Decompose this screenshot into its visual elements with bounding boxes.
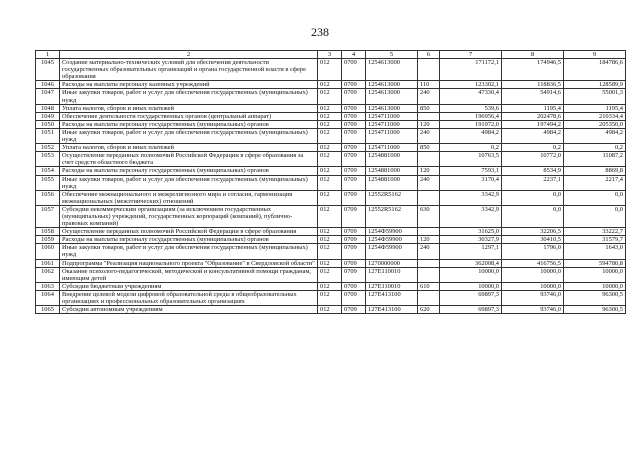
row-section-code: 0709 bbox=[342, 244, 366, 259]
row-amount-year2: 174946,5 bbox=[502, 59, 564, 81]
row-ministry-code: 012 bbox=[318, 205, 342, 227]
row-target-article: 12552R5162 bbox=[366, 205, 418, 227]
column-header: 7 bbox=[440, 51, 502, 59]
row-section-code: 0709 bbox=[342, 175, 366, 190]
row-ministry-code: 012 bbox=[318, 267, 342, 282]
row-amount-year1: 31625,0 bbox=[440, 228, 502, 236]
table-row bbox=[36, 205, 626, 227]
budget-table bbox=[35, 50, 626, 314]
row-description: Иные закупки товаров, работ и услуг для обеспечения государственных (муниципальных) нужд bbox=[60, 89, 318, 104]
row-target-article: 1254613000 bbox=[366, 104, 418, 112]
table-row bbox=[36, 290, 626, 305]
table-row bbox=[36, 152, 626, 167]
row-target-article: 1254Ф59900 bbox=[366, 236, 418, 244]
row-expense-type bbox=[418, 112, 440, 120]
row-section-code: 0709 bbox=[342, 120, 366, 128]
row-number: 1056 bbox=[36, 190, 60, 205]
row-target-article: 1254613000 bbox=[366, 59, 418, 81]
row-number: 1064 bbox=[36, 290, 60, 305]
row-number: 1051 bbox=[36, 128, 60, 143]
row-amount-year2: 10000,0 bbox=[502, 267, 564, 282]
row-amount-year2: 118836,5 bbox=[502, 81, 564, 89]
row-expense-type: 630 bbox=[418, 205, 440, 227]
column-header: 3 bbox=[318, 51, 342, 59]
row-description: Оказание психолого-педагогической, методической и консультативной помощи гражданам, имеющим детей bbox=[60, 267, 318, 282]
row-amount-year3: 210334,4 bbox=[564, 112, 626, 120]
table-row bbox=[36, 167, 626, 175]
row-ministry-code: 012 bbox=[318, 290, 342, 305]
row-amount-year2: 0,2 bbox=[502, 144, 564, 152]
row-expense-type bbox=[418, 259, 440, 267]
row-number: 1045 bbox=[36, 59, 60, 81]
row-number: 1049 bbox=[36, 112, 60, 120]
row-section-code: 0709 bbox=[342, 190, 366, 205]
row-amount-year1: 3342,9 bbox=[440, 190, 502, 205]
row-amount-year3: 594780,8 bbox=[564, 259, 626, 267]
row-expense-type bbox=[418, 59, 440, 81]
table-row bbox=[36, 282, 626, 290]
row-expense-type bbox=[418, 190, 440, 205]
row-amount-year1: 69897,3 bbox=[440, 306, 502, 314]
table-row bbox=[36, 128, 626, 143]
row-amount-year2: 0,0 bbox=[502, 190, 564, 205]
row-ministry-code: 012 bbox=[318, 144, 342, 152]
column-header: 2 bbox=[60, 51, 318, 59]
row-number: 1057 bbox=[36, 205, 60, 227]
row-amount-year3: 8869,8 bbox=[564, 167, 626, 175]
row-expense-type: 240 bbox=[418, 89, 440, 104]
row-amount-year2: 30410,5 bbox=[502, 236, 564, 244]
row-ministry-code: 012 bbox=[318, 120, 342, 128]
table-row bbox=[36, 89, 626, 104]
row-expense-type: 850 bbox=[418, 104, 440, 112]
row-description: Расходы на выплаты персоналу государственных (муниципальных) органов bbox=[60, 120, 318, 128]
table-row bbox=[36, 112, 626, 120]
table-row bbox=[36, 244, 626, 259]
row-ministry-code: 012 bbox=[318, 167, 342, 175]
row-target-article: 1254711000 bbox=[366, 112, 418, 120]
row-expense-type bbox=[418, 290, 440, 305]
row-amount-year1: 539,6 bbox=[440, 104, 502, 112]
row-amount-year3: 2217,4 bbox=[564, 175, 626, 190]
row-amount-year1: 123302,1 bbox=[440, 81, 502, 89]
row-section-code: 0709 bbox=[342, 89, 366, 104]
table-row bbox=[36, 306, 626, 314]
table-row bbox=[36, 59, 626, 81]
row-number: 1046 bbox=[36, 81, 60, 89]
row-description: Иные закупки товаров, работ и услуг для обеспечения государственных (муниципальных) нужд bbox=[60, 175, 318, 190]
row-amount-year1: 196956,4 bbox=[440, 112, 502, 120]
row-ministry-code: 012 bbox=[318, 259, 342, 267]
row-number: 1062 bbox=[36, 267, 60, 282]
row-target-article: 127Е413100 bbox=[366, 290, 418, 305]
table-row bbox=[36, 120, 626, 128]
row-description: Иные закупки товаров, работ и услуг для обеспечения государственных (муниципальных) нужд bbox=[60, 128, 318, 143]
row-section-code: 0709 bbox=[342, 144, 366, 152]
row-target-article: 127Е110010 bbox=[366, 282, 418, 290]
row-expense-type: 110 bbox=[418, 81, 440, 89]
row-amount-year3: 96300,5 bbox=[564, 290, 626, 305]
row-ministry-code: 012 bbox=[318, 236, 342, 244]
row-ministry-code: 012 bbox=[318, 81, 342, 89]
header-row bbox=[36, 51, 626, 59]
row-number: 1048 bbox=[36, 104, 60, 112]
row-amount-year3: 1643,0 bbox=[564, 244, 626, 259]
row-amount-year1: 171172,1 bbox=[440, 59, 502, 81]
row-description: Внедрение целевой модели цифровой образовательной среды в общеобразовательных организациях и профессиональных образовательных организациях bbox=[60, 290, 318, 305]
row-amount-year1: 0,2 bbox=[440, 144, 502, 152]
row-amount-year3: 4984,2 bbox=[564, 128, 626, 143]
row-description: Обеспечение межнационального и межрелигиозного мира и согласия, гармонизация межнациональных (межэтнических) отношений bbox=[60, 190, 318, 205]
row-ministry-code: 012 bbox=[318, 228, 342, 236]
row-amount-year3: 10000,0 bbox=[564, 267, 626, 282]
column-header: 6 bbox=[418, 51, 440, 59]
row-section-code: 0709 bbox=[342, 152, 366, 167]
row-expense-type: 120 bbox=[418, 236, 440, 244]
column-header: 9 bbox=[564, 51, 626, 59]
row-ministry-code: 012 bbox=[318, 89, 342, 104]
row-description: Осуществление переданных полномочий Российской Федерации в сфере образования bbox=[60, 228, 318, 236]
row-amount-year3: 184786,6 bbox=[564, 59, 626, 81]
row-amount-year3: 205350,0 bbox=[564, 120, 626, 128]
table-row bbox=[36, 190, 626, 205]
row-target-article: 1254Ф59900 bbox=[366, 228, 418, 236]
row-ministry-code: 012 bbox=[318, 152, 342, 167]
row-section-code: 0709 bbox=[342, 282, 366, 290]
row-amount-year2: 10772,0 bbox=[502, 152, 564, 167]
table-row bbox=[36, 267, 626, 282]
row-amount-year1: 10000,0 bbox=[440, 282, 502, 290]
table-row bbox=[36, 175, 626, 190]
row-amount-year2: 93746,0 bbox=[502, 290, 564, 305]
page-number: 238 bbox=[311, 25, 329, 39]
row-target-article: 1254613000 bbox=[366, 89, 418, 104]
row-expense-type: 850 bbox=[418, 144, 440, 152]
row-amount-year2: 0,0 bbox=[502, 205, 564, 227]
row-amount-year3: 128589,9 bbox=[564, 81, 626, 89]
column-header: 5 bbox=[366, 51, 418, 59]
row-description: Осуществление переданных полномочий Российской Федерации в сфере образования за счет средств областного бюджета bbox=[60, 152, 318, 167]
row-amount-year3: 11087,2 bbox=[564, 152, 626, 167]
row-section-code: 0709 bbox=[342, 236, 366, 244]
row-amount-year2: 1796,0 bbox=[502, 244, 564, 259]
row-amount-year1: 10000,0 bbox=[440, 267, 502, 282]
row-description: Субсидии автономным учреждениям bbox=[60, 306, 318, 314]
row-target-article: 1254711000 bbox=[366, 120, 418, 128]
row-target-article: 127Е110010 bbox=[366, 267, 418, 282]
row-amount-year2: 197494,2 bbox=[502, 120, 564, 128]
row-target-article: 1270000000 bbox=[366, 259, 418, 267]
row-section-code: 0709 bbox=[342, 205, 366, 227]
row-number: 1065 bbox=[36, 306, 60, 314]
row-section-code: 0709 bbox=[342, 167, 366, 175]
row-number: 1060 bbox=[36, 244, 60, 259]
row-amount-year3: 1195,4 bbox=[564, 104, 626, 112]
row-section-code: 0709 bbox=[342, 228, 366, 236]
column-header: 1 bbox=[36, 51, 60, 59]
row-amount-year3: 0,2 bbox=[564, 144, 626, 152]
row-number: 1052 bbox=[36, 144, 60, 152]
row-description: Подпрограмма "Реализация национального проекта "Образование" в Свердловской области" bbox=[60, 259, 318, 267]
row-number: 1061 bbox=[36, 259, 60, 267]
row-amount-year1: 3342,9 bbox=[440, 205, 502, 227]
table-row bbox=[36, 144, 626, 152]
row-amount-year1: 30327,9 bbox=[440, 236, 502, 244]
row-target-article: 1254881000 bbox=[366, 175, 418, 190]
table-row bbox=[36, 104, 626, 112]
table-row bbox=[36, 259, 626, 267]
row-ministry-code: 012 bbox=[318, 112, 342, 120]
column-header: 8 bbox=[502, 51, 564, 59]
row-amount-year2: 202478,6 bbox=[502, 112, 564, 120]
row-expense-type bbox=[418, 267, 440, 282]
row-number: 1050 bbox=[36, 120, 60, 128]
row-description: Расходы на выплаты персоналу государственных (муниципальных) органов bbox=[60, 167, 318, 175]
row-target-article: 12552R5162 bbox=[366, 190, 418, 205]
row-amount-year1: 7593,1 bbox=[440, 167, 502, 175]
row-description: Создание материально-технических условий для обеспечения деятельности государственных образовательных организаций и органа государственной власти в сфере образования bbox=[60, 59, 318, 81]
row-amount-year3: 55001,3 bbox=[564, 89, 626, 104]
row-expense-type: 620 bbox=[418, 306, 440, 314]
row-section-code: 0709 bbox=[342, 81, 366, 89]
row-ministry-code: 012 bbox=[318, 306, 342, 314]
row-ministry-code: 012 bbox=[318, 190, 342, 205]
row-ministry-code: 012 bbox=[318, 244, 342, 259]
row-amount-year3: 0,0 bbox=[564, 190, 626, 205]
row-ministry-code: 012 bbox=[318, 282, 342, 290]
row-amount-year2: 32206,5 bbox=[502, 228, 564, 236]
row-number: 1047 bbox=[36, 89, 60, 104]
row-description: Расходы на выплаты персоналу казенных учреждений bbox=[60, 81, 318, 89]
row-amount-year3: 31579,7 bbox=[564, 236, 626, 244]
row-ministry-code: 012 bbox=[318, 175, 342, 190]
row-target-article: 1254881000 bbox=[366, 167, 418, 175]
row-expense-type: 120 bbox=[418, 120, 440, 128]
row-target-article: 1254711000 bbox=[366, 144, 418, 152]
row-description: Иные закупки товаров, работ и услуг для обеспечения государственных (муниципальных) нужд bbox=[60, 244, 318, 259]
row-amount-year1: 3170,4 bbox=[440, 175, 502, 190]
row-amount-year2: 54914,6 bbox=[502, 89, 564, 104]
row-amount-year3: 0,0 bbox=[564, 205, 626, 227]
row-amount-year2: 1195,4 bbox=[502, 104, 564, 112]
row-number: 1058 bbox=[36, 228, 60, 236]
row-target-article: 1254Ф59900 bbox=[366, 244, 418, 259]
row-amount-year2: 8534,9 bbox=[502, 167, 564, 175]
row-expense-type: 240 bbox=[418, 175, 440, 190]
table-row bbox=[36, 228, 626, 236]
row-amount-year2: 4984,2 bbox=[502, 128, 564, 143]
row-description: Расходы на выплаты персоналу государственных (муниципальных) органов bbox=[60, 236, 318, 244]
row-section-code: 0709 bbox=[342, 290, 366, 305]
row-section-code: 0709 bbox=[342, 259, 366, 267]
row-expense-type: 120 bbox=[418, 167, 440, 175]
row-amount-year2: 93746,0 bbox=[502, 306, 564, 314]
row-amount-year1: 362008,4 bbox=[440, 259, 502, 267]
row-target-article: 127Е413100 bbox=[366, 306, 418, 314]
row-section-code: 0709 bbox=[342, 128, 366, 143]
row-amount-year1: 10763,5 bbox=[440, 152, 502, 167]
row-target-article: 1254881000 bbox=[366, 152, 418, 167]
row-amount-year1: 4984,2 bbox=[440, 128, 502, 143]
column-header: 4 bbox=[342, 51, 366, 59]
table-row bbox=[36, 236, 626, 244]
row-amount-year2: 10000,0 bbox=[502, 282, 564, 290]
row-expense-type: 240 bbox=[418, 128, 440, 143]
row-amount-year3: 10000,0 bbox=[564, 282, 626, 290]
row-amount-year3: 96300,5 bbox=[564, 306, 626, 314]
row-section-code: 0709 bbox=[342, 306, 366, 314]
row-target-article: 1254711000 bbox=[366, 128, 418, 143]
row-amount-year1: 1297,1 bbox=[440, 244, 502, 259]
row-expense-type: 240 bbox=[418, 244, 440, 259]
row-expense-type bbox=[418, 228, 440, 236]
row-amount-year3: 33222,7 bbox=[564, 228, 626, 236]
row-ministry-code: 012 bbox=[318, 104, 342, 112]
row-amount-year1: 47330,4 bbox=[440, 89, 502, 104]
row-section-code: 0709 bbox=[342, 59, 366, 81]
row-amount-year2: 2237,1 bbox=[502, 175, 564, 190]
row-description: Субсидии некоммерческим организациям (за исключением государственных (муниципальных) учреждений, государственных корпораций (компаний), публично-правовых компаний) bbox=[60, 205, 318, 227]
row-number: 1055 bbox=[36, 175, 60, 190]
row-description: Обеспечение деятельности государственных органов (центральный аппарат) bbox=[60, 112, 318, 120]
row-description: Уплата налогов, сборов и иных платежей bbox=[60, 144, 318, 152]
row-ministry-code: 012 bbox=[318, 59, 342, 81]
row-expense-type bbox=[418, 152, 440, 167]
row-section-code: 0709 bbox=[342, 267, 366, 282]
row-number: 1053 bbox=[36, 152, 60, 167]
row-description: Субсидии бюджетным учреждениям bbox=[60, 282, 318, 290]
row-amount-year1: 69897,3 bbox=[440, 290, 502, 305]
table-row bbox=[36, 81, 626, 89]
row-section-code: 0709 bbox=[342, 104, 366, 112]
row-number: 1063 bbox=[36, 282, 60, 290]
row-section-code: 0709 bbox=[342, 112, 366, 120]
row-amount-year1: 191972,0 bbox=[440, 120, 502, 128]
row-description: Уплата налогов, сборов и иных платежей bbox=[60, 104, 318, 112]
row-expense-type: 610 bbox=[418, 282, 440, 290]
row-amount-year2: 416756,5 bbox=[502, 259, 564, 267]
row-number: 1054 bbox=[36, 167, 60, 175]
row-number: 1059 bbox=[36, 236, 60, 244]
row-ministry-code: 012 bbox=[318, 128, 342, 143]
row-target-article: 1254613000 bbox=[366, 81, 418, 89]
